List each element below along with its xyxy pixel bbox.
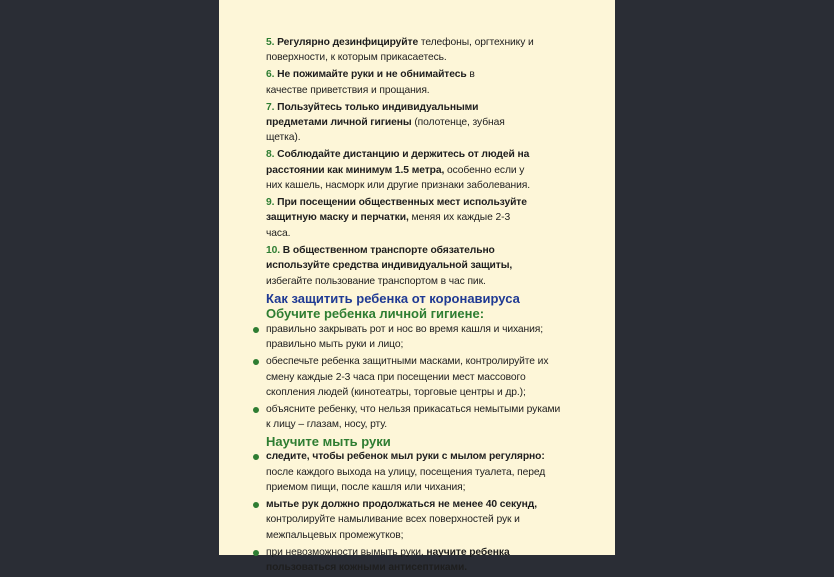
heading-wash-hands: Научите мыть руки	[266, 434, 391, 450]
bullet-dot	[253, 359, 259, 365]
item-bold-text: При посещении общественных мест используйте защитную маску и перчатки,	[266, 197, 527, 224]
bullet-bold-text: мытье рук должно продолжаться не менее 40 секунд,	[266, 499, 537, 511]
bullet-item	[266, 545, 521, 576]
item-bold-text: Не пожимайте руки и не обнимайтесь	[277, 69, 467, 81]
heading-protect-child: Как защитить ребенка от коронавируса	[266, 291, 520, 306]
list-item	[266, 147, 541, 193]
item-bold-text: Пользуйтесь только индивидуальными предметами личной гигиены	[266, 101, 479, 129]
item-number: 7.	[266, 101, 275, 113]
item-number: 8.	[266, 149, 275, 161]
bullet-bold-text: научите ребенка пользоваться кожными антисептиками.	[266, 546, 510, 574]
item-number: 6.	[266, 69, 275, 81]
bullet-dot	[253, 454, 259, 460]
item-bold-text: Соблюдайте дистанцию и держитесь от людей на расстоянии как минимум 1.5 метра,	[266, 149, 530, 176]
item-text: избегайте пользование транспортом в час пик.	[266, 275, 486, 287]
item-text: (полотенце, зубная щетка).	[266, 117, 505, 144]
bullet-item	[266, 402, 566, 433]
item-text: меняя их каждые 2-3 часа.	[266, 212, 511, 239]
bullet-text: контролируйте намыливание всех поверхностей рук и межпальцевых промежутков;	[266, 514, 520, 541]
list-item	[266, 67, 511, 98]
bullet-text: объясните ребенку, что нельзя прикасаться немытыми руками к лицу – глазам, носу, рту.	[266, 404, 561, 431]
item-number: 5.	[266, 37, 275, 48]
bullet-text: обеспечьте ребенка защитными масками, контролируйте их смену каждые 2-3 часа при посещении мест массового скопления людей (кинотеатры, торговые центры и др.);	[266, 356, 549, 399]
item-number: 9.	[266, 197, 275, 209]
bullet-bold-text: следите, чтобы ребенок мыл руки с мылом регулярно:	[266, 451, 545, 463]
leaflet-page	[219, 0, 615, 574]
bullet-text: после каждого выхода на улицу, посещения туалета, перед приемом пищи, после кашля или чихания;	[266, 466, 546, 494]
heading-hygiene: Обучите ребенка личной гигиене:	[266, 306, 485, 321]
leaflet-content	[266, 35, 601, 577]
item-number: 10.	[266, 244, 281, 256]
bullet-text: при невозможности вымыть руки,	[266, 546, 427, 558]
bullet-dot	[253, 327, 259, 333]
bullet-item	[266, 449, 551, 495]
bullet-text: правильно закрывать рот и нос во время кашля и чихания; правильно мыть руки и лицо;	[266, 324, 544, 351]
item-text: телефоны, оргтехнику и поверхности, к которым прикасаетесь.	[266, 37, 534, 64]
item-bold-text: Регулярно дезинфицируйте	[277, 37, 419, 48]
bullet-item	[266, 322, 546, 353]
bullet-item	[266, 354, 576, 400]
list-item	[266, 195, 531, 241]
bullet-dot	[253, 502, 259, 508]
item-text: особенно если у них кашель, насморк или другие признаки заболевания.	[266, 164, 530, 192]
bullet-dot	[253, 407, 259, 413]
list-item	[266, 35, 536, 66]
list-item	[266, 243, 561, 289]
list-item	[266, 100, 541, 146]
item-bold-text: В общественном транспорте обязательно используйте средства индивидуальной защиты,	[266, 244, 513, 272]
bullet-item	[266, 497, 541, 543]
item-text: в качестве приветствия и прощания.	[266, 69, 475, 96]
